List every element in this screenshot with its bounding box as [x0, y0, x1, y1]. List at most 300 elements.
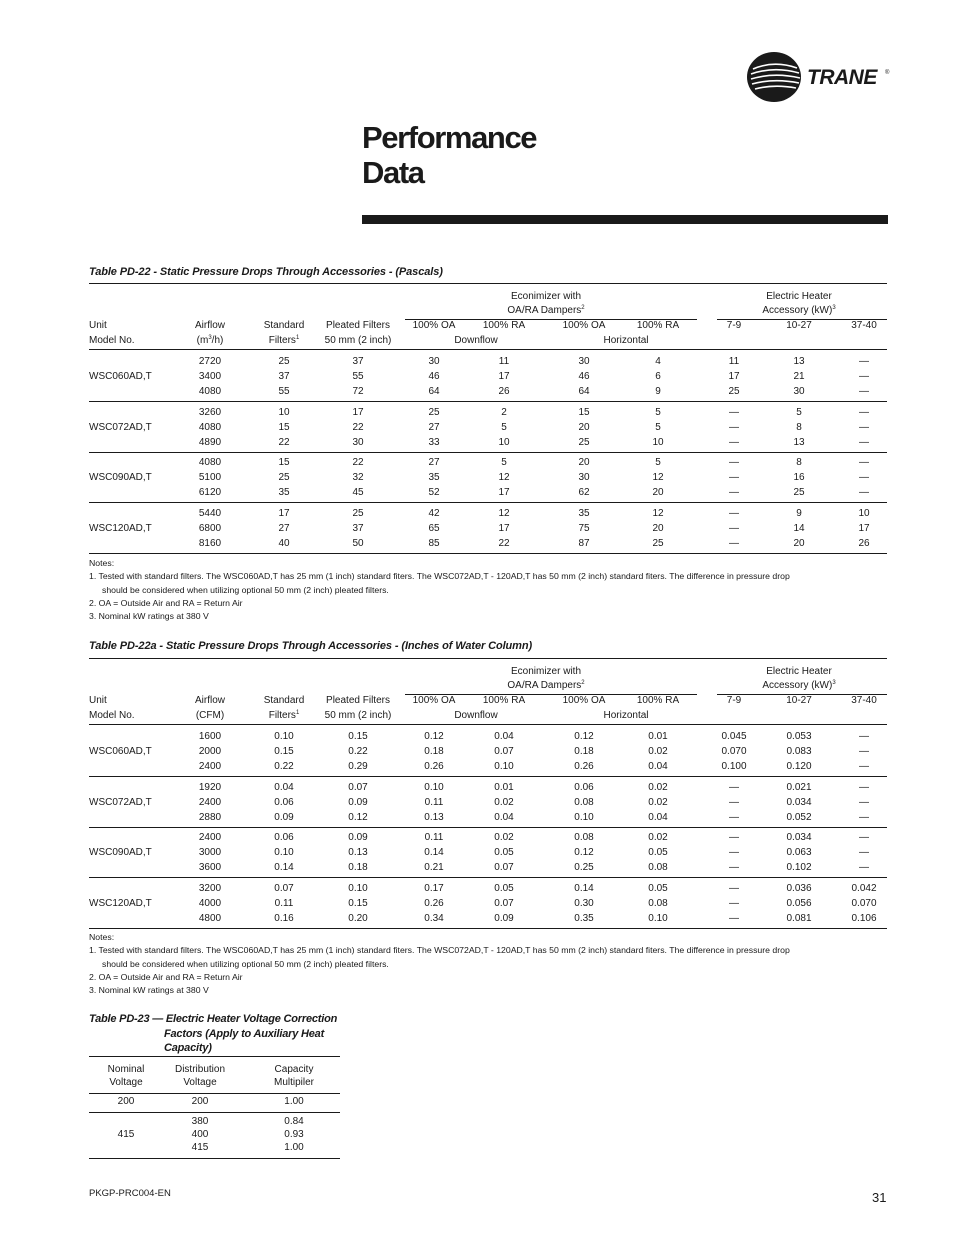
table-cell: 3000: [198, 847, 222, 858]
table-cell: 0.06: [274, 797, 294, 808]
table-cell: 2000: [198, 746, 222, 757]
table-cell: 17: [498, 371, 510, 382]
table-cell: 0.12: [424, 731, 444, 742]
table-cell: 0.07: [494, 862, 514, 873]
table-cell: 52: [428, 487, 440, 498]
heater-group-header-2: Accessory (kW)$^3$: [762, 305, 836, 316]
table-cell: 10: [652, 437, 664, 448]
table-cell: 20: [578, 457, 590, 468]
model-name: WSC072AD,T: [89, 422, 152, 433]
table-cell: 0.10: [348, 883, 368, 894]
table-cell: 2400: [198, 797, 222, 808]
table-row-group: [89, 502, 887, 553]
table-cell: 0.18: [348, 862, 368, 873]
table-cell: 64: [578, 386, 590, 397]
table-cell: 20: [652, 487, 664, 498]
table-cell: 415: [191, 1142, 209, 1153]
table-cell: —: [729, 832, 739, 843]
table-cell: 0.042: [851, 883, 877, 894]
table-cell: 0.09: [494, 913, 514, 924]
table-cell: 25: [428, 407, 440, 418]
col-standard-filters: Standard: [263, 320, 305, 331]
table-cell: —: [729, 407, 739, 418]
table-cell: 0.17: [424, 883, 444, 894]
table-cell: 46: [428, 371, 440, 382]
table-cell: 0.10: [574, 812, 594, 823]
table-cell: 42: [428, 508, 440, 519]
header-bottom-rule: [89, 1093, 340, 1094]
table-cell: 0.26: [424, 761, 444, 772]
table-cell: —: [859, 832, 869, 843]
table-cell: —: [729, 457, 739, 468]
logo-trademark: ®: [885, 70, 890, 76]
table-cell: 0.07: [348, 782, 368, 793]
table-cell: 0.081: [786, 913, 812, 924]
table-cell: 4080: [198, 457, 222, 468]
col-pleated-2: 50 mm (2 inch): [324, 335, 392, 346]
table-bottom-rule: [89, 553, 887, 554]
col-ra-horizontal: 100% RA: [636, 320, 680, 331]
table-cell: —: [859, 386, 869, 397]
col-airflow: Airflow: [194, 695, 226, 706]
model-name: WSC090AD,T: [89, 472, 152, 483]
col-unit: Unit: [89, 320, 107, 331]
table-cell: 21: [793, 371, 805, 382]
table-cell: 27: [278, 523, 290, 534]
table-cell: 5: [655, 422, 661, 433]
table-cell: 14: [793, 523, 805, 534]
table-cell: —: [729, 437, 739, 448]
col-pleated: Pleated Filters: [326, 695, 390, 706]
table-cell: 380: [191, 1116, 209, 1127]
table-pd23-caption: Table PD-23 — Electric Heater Voltage Correction Factors (Apply to Auxiliary Heat Capacity): [89, 1013, 338, 1054]
table-cell: 25: [728, 386, 740, 397]
table-cell: —: [859, 371, 869, 382]
table-cell: 12: [652, 472, 664, 483]
table-cell: 0.102: [786, 862, 812, 873]
table-pd22: [89, 283, 887, 555]
table-cell: 65: [428, 523, 440, 534]
table-cell: 0.12: [348, 812, 368, 823]
table-pd23: [89, 1056, 340, 1160]
table-cell: 12: [498, 508, 510, 519]
table-cell: 0.08: [648, 898, 668, 909]
table-cell: 0.09: [274, 812, 294, 823]
heater-group-header-2: Accessory (kW)$^3$: [762, 680, 836, 691]
table-cell: 27: [428, 422, 440, 433]
col-heater-10-27: 10-27: [786, 695, 812, 706]
table-cell: 33: [428, 437, 440, 448]
table-row-group: [89, 451, 887, 502]
table-cell: 26: [858, 538, 870, 549]
table-cell: 0.021: [786, 782, 812, 793]
col-pleated-2: 50 mm (2 inch): [324, 710, 392, 721]
table-cell: 200: [191, 1096, 209, 1107]
table-cell: 0.84: [284, 1116, 304, 1127]
table-cell: —: [729, 913, 739, 924]
page-title: Performance Data: [362, 120, 537, 190]
col-capacity-multiplier-2: Multipiler: [273, 1077, 315, 1088]
table-cell: 17: [498, 523, 510, 534]
col-ra-downflow: 100% RA: [482, 695, 526, 706]
col-capacity-multiplier: Capacity: [274, 1064, 314, 1075]
table-cell: 0.04: [274, 782, 294, 793]
table-cell: —: [859, 422, 869, 433]
table-cell: —: [729, 472, 739, 483]
model-name: WSC060AD,T: [89, 371, 152, 382]
table-cell: 0.06: [574, 782, 594, 793]
table-cell: 30: [428, 356, 440, 367]
col-downflow: Downflow: [454, 710, 498, 721]
table-cell: 0.01: [494, 782, 514, 793]
heater-group-header: Electric Heater: [766, 291, 832, 302]
table-pd22-caption: Table PD-22 - Static Pressure Drops Through Accessories - (Pascals): [89, 266, 443, 278]
col-downflow: Downflow: [454, 335, 498, 346]
table-cell: 11: [728, 356, 740, 367]
table-cell: 22: [498, 538, 510, 549]
table-cell: 0.02: [648, 782, 668, 793]
table-cell: —: [859, 746, 869, 757]
col-nominal-voltage-2: Voltage: [109, 1077, 143, 1088]
table-cell: 2880: [198, 812, 222, 823]
table-cell: 0.02: [494, 832, 514, 843]
col-distribution-voltage: Distribution: [174, 1064, 226, 1075]
table-cell: 0.02: [494, 797, 514, 808]
table-cell: 0.07: [494, 746, 514, 757]
table-cell: 0.22: [348, 746, 368, 757]
col-unit: Unit: [89, 695, 107, 706]
table-cell: —: [729, 487, 739, 498]
table-cell: 20: [793, 538, 805, 549]
table-cell: 0.10: [648, 913, 668, 924]
table-cell: 0.26: [574, 761, 594, 772]
table-cell: 25: [652, 538, 664, 549]
table-cell: —: [859, 862, 869, 873]
table-cell: 50: [352, 538, 364, 549]
table-cell: 0.18: [424, 746, 444, 757]
table-cell: 0.14: [274, 862, 294, 873]
table-row-group: [89, 826, 887, 877]
col-horizontal: Horizontal: [603, 710, 649, 721]
table-cell: 0.14: [424, 847, 444, 858]
table-cell: 15: [278, 422, 290, 433]
table-cell: 72: [352, 386, 364, 397]
table-pd22a-notes: Notes: 1. Tested with standard filters. The WSC060AD,T has 25 mm (1 inch) standard fiters. The WSC072AD,T - 120AD,T has 50 mm (2 inch) standard fiters. The difference in pressure drop should be considered when utilizing optional 50 mm (2 inch) pleated filters. 2. OA = Outside Air and RA = Return Air 3. Nominal kW ratings at 380 V: [89, 932, 790, 996]
table-top-rule: [89, 658, 887, 659]
table-cell: —: [729, 782, 739, 793]
table-cell: 0.16: [274, 913, 294, 924]
table-cell: 0.07: [274, 883, 294, 894]
table-cell: 0.26: [424, 898, 444, 909]
table-cell: 13: [793, 356, 805, 367]
table-cell: 6120: [198, 487, 222, 498]
table-cell: 30: [352, 437, 364, 448]
table-cell: 4000: [198, 898, 222, 909]
model-name: WSC060AD,T: [89, 746, 152, 757]
econ-group-header: Econimizer with: [510, 666, 582, 677]
table-cell: —: [859, 812, 869, 823]
table-cell: 0.056: [786, 898, 812, 909]
table-cell: 0.10: [494, 761, 514, 772]
table-cell: 87: [578, 538, 590, 549]
table-cell: —: [729, 898, 739, 909]
model-name: WSC120AD,T: [89, 898, 152, 909]
table-cell: 85: [428, 538, 440, 549]
table-cell: 3600: [198, 862, 222, 873]
table-cell: 75: [578, 523, 590, 534]
table-cell: 0.08: [574, 832, 594, 843]
col-standard-filters-2: Filters$^1$: [268, 710, 300, 721]
table-cell: —: [729, 422, 739, 433]
col-model-no: Model No.: [89, 710, 135, 721]
table-cell: 0.04: [648, 812, 668, 823]
doc-id: PKGP-PRC004-EN: [89, 1188, 171, 1199]
table-cell: 17: [728, 371, 740, 382]
table-cell: 0.06: [274, 832, 294, 843]
table-cell: 5: [796, 407, 802, 418]
heater-group-header: Electric Heater: [766, 666, 832, 677]
col-airflow: Airflow: [194, 320, 226, 331]
table-cell: 0.05: [648, 883, 668, 894]
table-cell: 10: [858, 508, 870, 519]
table-cell: 30: [793, 386, 805, 397]
table-cell: 0.15: [348, 898, 368, 909]
table-cell: 0.10: [424, 782, 444, 793]
table-cell: 40: [278, 538, 290, 549]
table-cell: 10: [278, 407, 290, 418]
table-cell: 0.10: [274, 731, 294, 742]
table-cell: 25: [793, 487, 805, 498]
table-cell: 0.036: [786, 883, 812, 894]
trane-logo: [747, 50, 897, 104]
table-cell: 0.15: [348, 731, 368, 742]
table-cell: 1.00: [284, 1096, 304, 1107]
table-cell: 0.04: [494, 731, 514, 742]
table-cell: 8: [796, 457, 802, 468]
table-cell: 30: [578, 472, 590, 483]
econ-group-header-2: OA/RA Dampers$^2$: [507, 305, 585, 316]
table-cell: —: [859, 457, 869, 468]
col-ra-horizontal: 100% RA: [636, 695, 680, 706]
table-cell: 0.08: [648, 862, 668, 873]
table-cell: 35: [278, 487, 290, 498]
table-cell: —: [859, 797, 869, 808]
table-cell: —: [859, 761, 869, 772]
table-cell: 0.120: [786, 761, 812, 772]
table-cell: 0.07: [494, 898, 514, 909]
table-cell: 35: [578, 508, 590, 519]
table-cell: 9: [796, 508, 802, 519]
table-cell: 0.12: [574, 847, 594, 858]
table-cell: 1600: [198, 731, 222, 742]
table-cell: 0.14: [574, 883, 594, 894]
title-rule: [362, 215, 888, 224]
table-cell: 22: [278, 437, 290, 448]
table-cell: 17: [278, 508, 290, 519]
table-cell: 0.08: [574, 797, 594, 808]
table-cell: 2: [501, 407, 507, 418]
table-cell: 0.05: [494, 847, 514, 858]
table-cell: 0.063: [786, 847, 812, 858]
table-cell: 2400: [198, 832, 222, 843]
col-heater-10-27: 10-27: [786, 320, 812, 331]
table-cell: —: [729, 523, 739, 534]
table-pd22a-caption: Table PD-22a - Static Pressure Drops Through Accessories - (Inches of Water Column): [89, 640, 533, 652]
table-cell: 0.11: [274, 898, 294, 909]
table-cell: 400: [191, 1129, 209, 1140]
table-cell: 4080: [198, 386, 222, 397]
table-cell: 0.25: [574, 862, 594, 873]
table-cell: 0.083: [786, 746, 812, 757]
table-cell: —: [729, 847, 739, 858]
table-cell: 415: [117, 1129, 135, 1140]
col-nominal-voltage: Nominal: [107, 1064, 145, 1075]
table-cell: 25: [278, 472, 290, 483]
col-pleated: Pleated Filters: [326, 320, 390, 331]
table-cell: 1920: [198, 782, 222, 793]
table-cell: 5: [501, 422, 507, 433]
table-row-group: [89, 725, 887, 776]
table-cell: 4: [655, 356, 661, 367]
table-cell: 12: [652, 508, 664, 519]
table-cell: 25: [578, 437, 590, 448]
table-cell: 5100: [198, 472, 222, 483]
col-oa-downflow: 100% OA: [412, 695, 456, 706]
table-cell: 5: [655, 457, 661, 468]
table-cell: 20: [578, 422, 590, 433]
table-bottom-rule: [89, 928, 887, 929]
table-cell: 8160: [198, 538, 222, 549]
table-cell: 0.13: [424, 812, 444, 823]
table-cell: 3260: [198, 407, 222, 418]
table-cell: 0.05: [494, 883, 514, 894]
table-cell: 0.034: [786, 832, 812, 843]
table-cell: —: [729, 538, 739, 549]
col-heater-7-9: 7-9: [726, 695, 742, 706]
table-cell: —: [859, 472, 869, 483]
col-oa-horizontal: 100% OA: [562, 695, 606, 706]
col-horizontal: Horizontal: [603, 335, 649, 346]
table-cell: 62: [578, 487, 590, 498]
table-cell: 0.02: [648, 797, 668, 808]
table-cell: 46: [578, 371, 590, 382]
table-cell: 4800: [198, 913, 222, 924]
table-cell: 2720: [198, 356, 222, 367]
table-cell: 25: [278, 356, 290, 367]
table-cell: 0.34: [424, 913, 444, 924]
table-cell: 55: [352, 371, 364, 382]
col-oa-downflow: 100% OA: [412, 320, 456, 331]
col-heater-37-40: 37-40: [851, 695, 877, 706]
table-cell: 0.070: [851, 898, 877, 909]
col-standard-filters: Standard: [263, 695, 305, 706]
table-cell: 17: [498, 487, 510, 498]
table-cell: 0.053: [786, 731, 812, 742]
table-cell: 64: [428, 386, 440, 397]
table-cell: —: [859, 731, 869, 742]
table-cell: 0.10: [274, 847, 294, 858]
table-cell: 0.070: [721, 746, 747, 757]
page-number: 31: [872, 1190, 887, 1205]
table-cell: 0.13: [348, 847, 368, 858]
table-cell: 26: [498, 386, 510, 397]
table-cell: 5: [655, 407, 661, 418]
table-cell: 5: [501, 457, 507, 468]
table-cell: —: [729, 508, 739, 519]
table-cell: 2400: [198, 761, 222, 772]
table-cell: 25: [352, 508, 364, 519]
table-row-group: [89, 776, 887, 827]
table-cell: 6800: [198, 523, 222, 534]
table-cell: —: [729, 883, 739, 894]
table-cell: 0.100: [721, 761, 747, 772]
table-top-rule: [89, 1056, 340, 1057]
table-cell: 15: [278, 457, 290, 468]
table-cell: 6: [655, 371, 661, 382]
row-divider: [89, 1112, 340, 1113]
table-cell: 30: [578, 356, 590, 367]
table-cell: 4890: [198, 437, 222, 448]
table-cell: 0.11: [424, 797, 444, 808]
table-cell: 3200: [198, 883, 222, 894]
col-standard-filters-2: Filters$^1$: [268, 335, 300, 346]
col-heater-7-9: 7-9: [726, 320, 742, 331]
table-cell: 0.05: [648, 847, 668, 858]
col-distribution-voltage-2: Voltage: [183, 1077, 217, 1088]
table-cell: 0.21: [424, 862, 444, 873]
table-cell: —: [859, 782, 869, 793]
table-cell: —: [859, 407, 869, 418]
table-cell: 37: [278, 371, 290, 382]
table-cell: 8: [796, 422, 802, 433]
logo-wordmark: TRANE: [807, 66, 877, 89]
table-cell: 3400: [198, 371, 222, 382]
table-cell: 0.01: [648, 731, 668, 742]
table-row-group: [89, 877, 887, 928]
table-cell: —: [729, 812, 739, 823]
table-cell: —: [729, 797, 739, 808]
table-cell: 0.034: [786, 797, 812, 808]
table-cell: 16: [793, 472, 805, 483]
col-heater-37-40: 37-40: [851, 320, 877, 331]
table-cell: 22: [352, 422, 364, 433]
table-cell: 4080: [198, 422, 222, 433]
table-cell: 17: [858, 523, 870, 534]
table-row-group: [89, 401, 887, 452]
econ-group-header: Econimizer with: [510, 291, 582, 302]
table-cell: —: [859, 356, 869, 367]
table-bottom-rule: [89, 1158, 340, 1159]
table-cell: 0.20: [348, 913, 368, 924]
model-name: WSC120AD,T: [89, 523, 152, 534]
table-cell: 27: [428, 457, 440, 468]
table-top-rule: [89, 283, 887, 284]
table-cell: 200: [117, 1096, 135, 1107]
table-cell: —: [859, 487, 869, 498]
table-cell: 0.052: [786, 812, 812, 823]
table-cell: 15: [578, 407, 590, 418]
table-cell: 45: [352, 487, 364, 498]
table-cell: 35: [428, 472, 440, 483]
table-cell: 0.09: [348, 832, 368, 843]
table-cell: 0.02: [648, 832, 668, 843]
table-pd22a: [89, 658, 887, 930]
table-cell: 0.15: [274, 746, 294, 757]
table-cell: 11: [498, 356, 510, 367]
table-cell: 0.04: [494, 812, 514, 823]
table-cell: 0.29: [348, 761, 368, 772]
table-cell: 0.12: [574, 731, 594, 742]
